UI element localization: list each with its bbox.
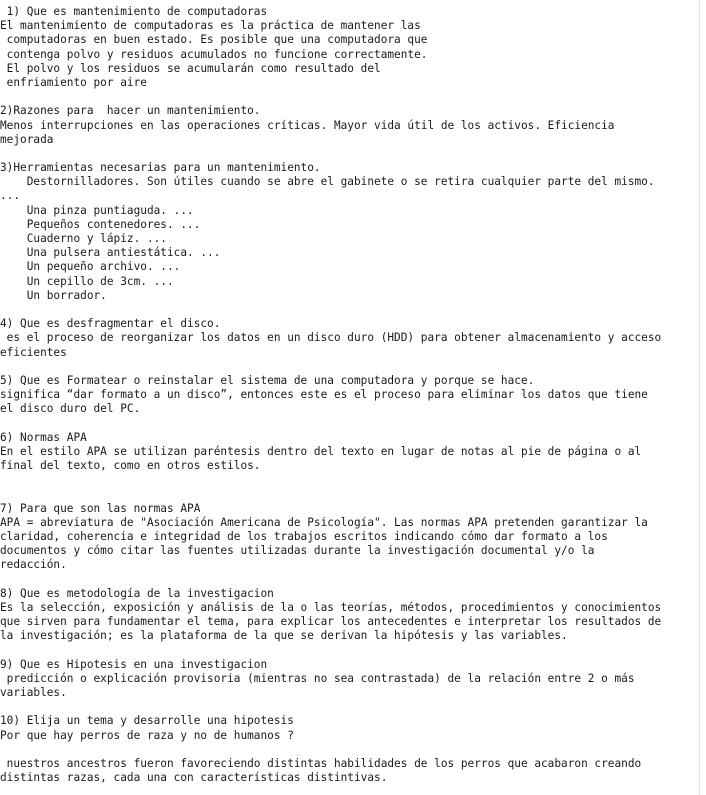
- document-line: es el proceso de reorganizar los datos en un disco duro (HDD) para obtener almacenamiento y acceso: [0, 331, 662, 345]
- document-line: 10) Elija un tema y desarrolle una hipotesis: [0, 714, 294, 728]
- document-line: [0, 700, 661, 714]
- document-line: 1) Que es mantenimiento de computadoras: [0, 5, 268, 18]
- document-line: [0, 360, 661, 374]
- document-line: eficientes: [0, 345, 67, 359]
- document-line: enfriamiento por aire: [0, 75, 147, 89]
- document-line: [0, 303, 661, 317]
- document-line: claridad, coherencia e integridad de los trabajos escritos indicando cómo dar formato a los: [0, 529, 608, 543]
- document-line: [0, 643, 661, 657]
- document-line: predicción o explicación provisoria (mientras no sea contrastada) de la relación entre 2 o más: [0, 671, 635, 685]
- document-line: 7) Para que son las normas APA: [0, 501, 201, 515]
- document-line: 5) Que es Formatear o reinstalar el sistema de una computadora y porque se hace.: [0, 373, 535, 387]
- document-line: 3)Herramientas necesarias para un mantenimiento.: [0, 161, 321, 175]
- document-line: 2)Razones para hacer un mantenimiento.: [0, 104, 261, 118]
- document-line: Por que hay perros de raza y no de humanos ?: [0, 728, 294, 742]
- document-line: Pequeños contenedores. ...: [0, 217, 201, 231]
- document-line: [0, 147, 661, 161]
- document-line: Un pequeño archivo. ...: [0, 260, 181, 274]
- document-line: [0, 473, 661, 487]
- document-line: ...: [0, 189, 21, 203]
- document-line: Un borrador.: [0, 288, 107, 302]
- document-line: distintas razas, cada una con características distintivas.: [0, 771, 388, 785]
- document-line: Destornilladores. Son útiles cuando se abre el gabinete o se retira cualquier parte del mismo.: [0, 175, 655, 189]
- document-line: documentos y cómo citar las fuentes utilizadas durante la investigación documental y/o la: [0, 544, 595, 558]
- document-line: 8) Que es metodología de la investigacion: [0, 586, 274, 600]
- vertical-scrollbar[interactable]: [699, 0, 706, 795]
- document-line: Un cepillo de 3cm. ...: [0, 274, 174, 288]
- document-line: contenga polvo y residuos acumulados no funcione correctamente.: [0, 47, 428, 61]
- document-line: significa “dar formato a un disco”, entonces este es el proceso para eliminar los datos que tiene: [0, 388, 648, 402]
- document-line: el disco duro del PC.: [0, 402, 141, 416]
- document-line: Una pulsera antiestática. ...: [0, 246, 221, 260]
- document-line: [0, 743, 661, 757]
- document-line: Cuaderno y lápiz. ...: [0, 232, 167, 245]
- document-line: Menos interrupciones en las operaciones críticas. Mayor vida útil de los activos. Eficiencia: [0, 118, 615, 132]
- document-line: computadoras en buen estado. Es posible que una computadora que: [0, 33, 428, 47]
- document-line: El polvo y los residuos se acumularán como resultado del: [0, 61, 381, 75]
- document-line: Es la selección, exposición y análisis de la o las teorías, métodos, procedimientos y conocimientos: [0, 600, 662, 614]
- document-line: El mantenimiento de computadoras es la práctica de mantener las: [0, 19, 421, 33]
- document-line: En el estilo APA se utilizan paréntesis dentro del texto en lugar de notas al pie de página o al: [0, 444, 642, 458]
- document-text-area[interactable]: [0, 5, 661, 785]
- document-line: variables.: [0, 686, 67, 699]
- document-line: nuestros ancestros fueron favoreciendo distintas habilidades de los perros que acabaron creando: [0, 756, 642, 770]
- document-line: [0, 416, 661, 430]
- document-line: 6) Normas APA: [0, 430, 87, 444]
- document-line: [0, 573, 661, 587]
- document-line: Una pinza puntiaguda. ...: [0, 203, 194, 217]
- document-line: redacción.: [0, 558, 67, 572]
- document-line: que sirven para fundamentar el tema, para explicar los antecedentes e interpretar los resultados de: [0, 615, 662, 629]
- document-line: 9) Que es Hipotesis en una investigacion: [0, 657, 268, 671]
- document-line: 4) Que es desfragmentar el disco.: [0, 317, 221, 331]
- document-line: final del texto, como en otros estilos.: [0, 459, 261, 472]
- document-line: [0, 487, 661, 501]
- document-line: la investigación; es la plataforma de la que se derivan la hipótesis y las variables.: [0, 629, 568, 643]
- document-line: [0, 90, 661, 104]
- document-line: mejorada: [0, 132, 54, 146]
- document-line: APA = abreviatura de "Asociación Americana de Psicología". Las normas APA pretenden garantizar la: [0, 515, 648, 529]
